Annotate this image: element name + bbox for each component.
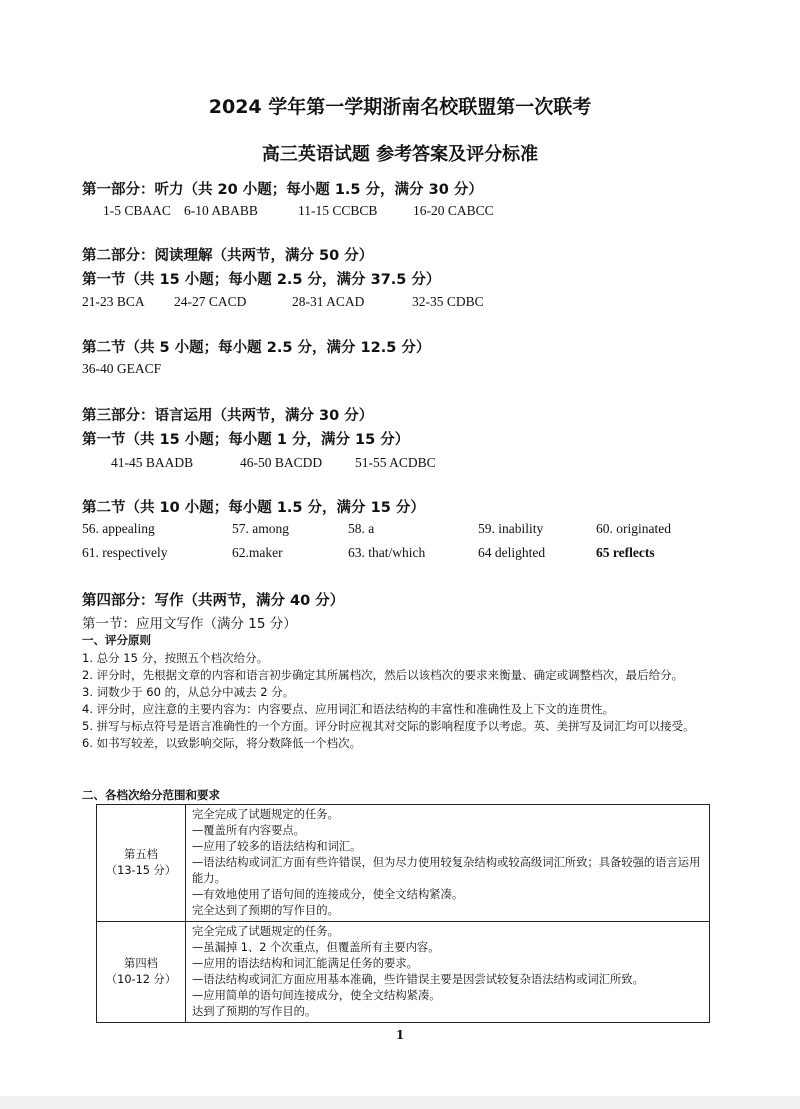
levels-heading: 二、各档次给分范围和要求: [82, 788, 220, 802]
document-subtitle: 高三英语试题 参考答案及评分标准: [261, 144, 539, 165]
requirement-item: —虽漏掉 1、2 个次重点，但覆盖所有主要内容。: [192, 941, 440, 954]
requirement-item: 完全达到了预期的写作目的。: [192, 904, 339, 917]
bottom-divider: [0, 1096, 800, 1109]
requirement-item: —语法结构或词汇方面应用基本准确，些许错误主要是因尝试较复杂语法结构或词汇所致。: [192, 973, 644, 986]
table-row: [97, 805, 710, 922]
part3-s2-answer: 57. among: [232, 521, 289, 536]
requirement-item: 完全完成了试题规定的任务。: [192, 925, 339, 938]
part2-section2-heading: 第二节（共 5 小题；每小题 2.5 分，满分 12.5 分）: [82, 340, 431, 356]
requirement-item: —语法结构或词汇方面有些许错误，但为尽力使用较复杂结构或较高级词汇所致；具备较强的语言运用能力。: [192, 856, 701, 885]
level-cell: [97, 805, 186, 922]
level-name: 第四档: [124, 957, 158, 970]
part4-heading: 第四部分：写作（共两节，满分 40 分）: [82, 593, 345, 609]
part3-section2-heading: 第二节（共 10 小题；每小题 1.5 分，满分 15 分）: [82, 500, 425, 516]
part3-s2-answer: 62.maker: [232, 545, 283, 560]
part2-section1-heading: 第一节（共 15 小题；每小题 2.5 分，满分 37.5 分）: [82, 272, 441, 288]
principles-list: [82, 650, 722, 752]
part3-s2-answer: 65 reflects: [596, 545, 655, 560]
level-requirements: [186, 922, 710, 1023]
part3-s1-answer-1: 41-45 BAADB: [111, 455, 194, 470]
part1-answer-3: 11-15 CCBCB: [298, 203, 378, 218]
requirement-item: —应用了较多的语法结构和词汇。: [192, 840, 362, 853]
principle-item: 4. 评分时，应注意的主要内容为：内容要点、应用词汇和语法结构的丰富性和准确性及上下文的连贯性。: [82, 702, 615, 716]
part2-heading: 第二部分：阅读理解（共两节，满分 50 分）: [82, 248, 374, 264]
level-requirements: [186, 805, 710, 922]
part3-s1-answer-2: 46-50 BACDD: [240, 455, 323, 470]
part3-s2-answer: 56. appealing: [82, 521, 155, 536]
part1-answer-1: 1-5 CBAAC: [103, 203, 171, 218]
part1-answer-4: 16-20 CABCC: [413, 203, 494, 218]
requirement-item: —覆盖所有内容要点。: [192, 824, 305, 837]
document-title: 2024 学年第一学期浙南名校联盟第一次联考: [208, 96, 592, 118]
part3-s2-answer: 59. inability: [478, 521, 544, 536]
part3-s1-answer-3: 51-55 ACDBC: [355, 455, 436, 470]
page-number: 1: [395, 1028, 405, 1042]
part2-s1-answer-4: 32-35 CDBC: [412, 294, 484, 309]
grading-table: [96, 804, 710, 1023]
part3-heading: 第三部分：语言运用（共两节，满分 30 分）: [82, 408, 374, 424]
level-cell: [97, 922, 186, 1023]
part4-section1-heading: 第一节：应用文写作（满分 15 分）: [82, 616, 297, 632]
part3-s2-answer: 58. a: [348, 521, 375, 536]
requirement-item: —应用简单的语句间连接成分，使全文结构紧凑。: [192, 989, 441, 1002]
principle-item: 2. 评分时，先根据文章的内容和语言初步确定其所属档次，然后以该档次的要求来衡量、确定或调整档次，最后给分。: [82, 668, 684, 682]
part3-s2-answer: 61. respectively: [82, 545, 168, 560]
part1-answer-2: 6-10 ABABB: [184, 203, 258, 218]
part3-s2-answer: 63. that/which: [348, 545, 426, 560]
part3-section1-heading: 第一节（共 15 小题；每小题 1 分，满分 15 分）: [82, 432, 410, 448]
level-name: 第五档: [124, 848, 158, 861]
requirement-item: 完全完成了试题规定的任务。: [192, 808, 339, 821]
level-range: （10-12 分）: [105, 973, 177, 986]
principle-item: 3. 词数少于 60 的，从总分中减去 2 分。: [82, 685, 295, 699]
part3-s2-answer: 60. originated: [596, 521, 671, 536]
part1-heading: 第一部分：听力（共 20 小题；每小题 1.5 分，满分 30 分）: [82, 182, 483, 198]
level-range: （13-15 分）: [105, 864, 177, 877]
part2-s2-answer-1: 36-40 GEACF: [82, 361, 162, 376]
principle-item: 1. 总分 15 分，按照五个档次给分。: [82, 651, 269, 665]
part2-s1-answer-3: 28-31 ACAD: [292, 294, 365, 309]
requirement-item: —有效地使用了语句间的连接成分，使全文结构紧凑。: [192, 888, 464, 901]
principle-item: 6. 如书写较差，以致影响交际，将分数降低一个档次。: [82, 736, 362, 750]
part3-s2-answer: 64 delighted: [478, 545, 546, 560]
principle-item: 5. 拼写与标点符号是语言准确性的一个方面。评分时应视其对交际的影响程度予以考虑。英、美拼写及词汇均可以接受。: [82, 719, 695, 733]
requirement-item: 达到了预期的写作目的。: [192, 1005, 317, 1018]
principles-heading: 一、评分原则: [82, 633, 151, 647]
part2-s1-answer-1: 21-23 BCA: [82, 294, 145, 309]
table-row: [97, 922, 710, 1023]
part2-s1-answer-2: 24-27 CACD: [174, 294, 247, 309]
requirement-item: —应用的语法结构和词汇能满足任务的要求。: [192, 957, 418, 970]
